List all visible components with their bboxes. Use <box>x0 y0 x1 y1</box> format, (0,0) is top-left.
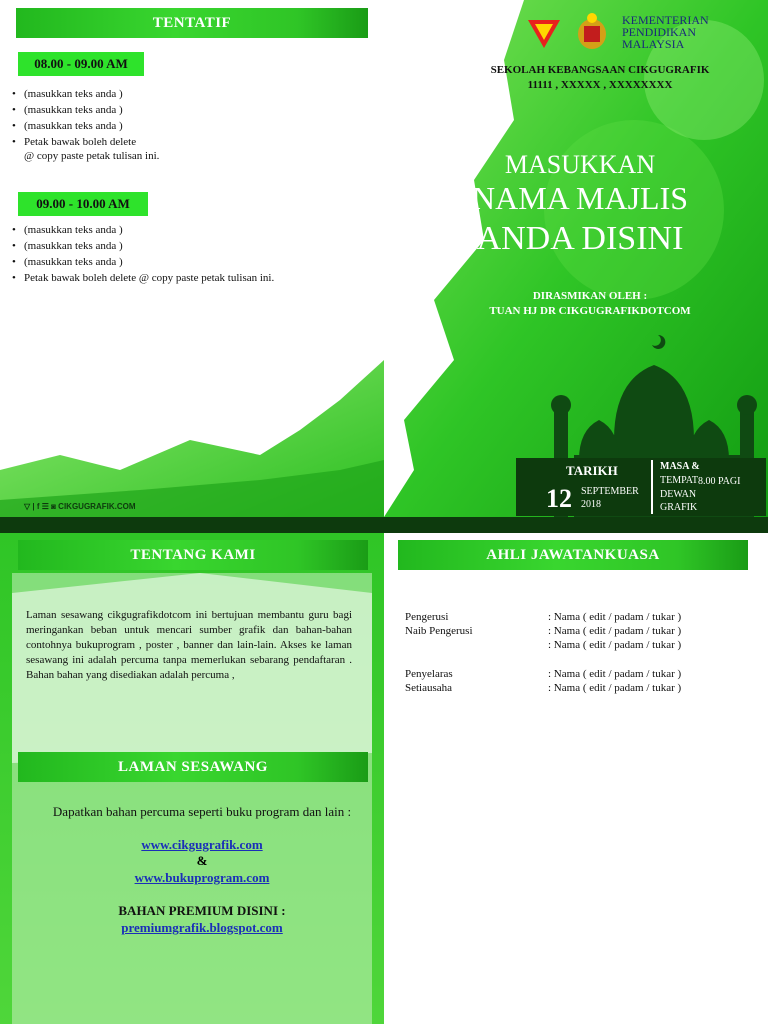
about-title: TENTANG KAMI <box>130 546 256 563</box>
date-day: 12 <box>546 484 572 513</box>
committee-role: Penyelaras <box>405 668 453 680</box>
list-item: • (masukkan teks anda ) <box>12 238 372 254</box>
cover-background <box>384 0 768 517</box>
venue-line-1: DEWAN <box>660 489 697 500</box>
website-title: LAMAN SESAWANG <box>118 758 268 775</box>
footer-brand: CIKGUGRAFIK.COM <box>58 502 136 511</box>
list-item: • (masukkan teks anda ) <box>12 254 372 270</box>
committee-name: : Nama ( edit / padam / tukar ) <box>548 639 682 651</box>
venue-line-2: GRAFIK <box>660 502 698 513</box>
committee-role: Naib Pengerusi <box>405 625 473 637</box>
list-item: • (masukkan teks anda ) <box>12 86 362 102</box>
premium-label: BAHAN PREMIUM DISINI : <box>118 903 286 918</box>
time-label: MASA & <box>660 461 700 472</box>
about-text: Laman sesawang cikgugrafikdotcom ini bertujuan membantu guru bagi meringankan beban untuk mencari sumber grafik dan bahan-bahan contohnya bukuprogram , poster , banner dan lain-lain. Akses ke laman sesawang ini adalah percuma tanpa memerlukan sebarang pendaftaran . Bahan bahan yang disediakan adalah percuma , <box>26 609 352 681</box>
website-amp: & <box>196 853 208 868</box>
list-item: • (masukkan teks anda ) <box>12 222 372 238</box>
website-banner <box>18 752 368 782</box>
list-item: • (masukkan teks anda ) <box>12 102 362 118</box>
school-logo <box>526 16 562 50</box>
date-month: SEPTEMBER <box>581 486 639 497</box>
list-item: • (masukkan teks anda ) <box>12 118 362 134</box>
committee-role: Pengerusi <box>405 611 449 623</box>
website-link-2[interactable]: www.bukuprogram.com <box>134 870 270 885</box>
committee-name: : Nama ( edit / padam / tukar ) <box>548 682 682 694</box>
officiated-by: TUAN HJ DR CIKGUGRAFIKDOTCOM <box>489 305 691 317</box>
date-label: TARIKH <box>566 463 618 478</box>
event-title-line-3: ANDA DISINI <box>476 220 684 257</box>
time-value: 8.00 PAGI <box>698 476 741 487</box>
about-banner <box>18 540 368 570</box>
premium-link[interactable]: premiumgrafik.blogspot.com <box>121 920 283 935</box>
green-splash-decoration <box>0 0 384 517</box>
school-name: SEKOLAH KEBANGSAAN CIKGUGRAFIK <box>490 64 710 76</box>
time-slot-1: 08.00 - 09.00 AM <box>18 52 144 76</box>
committee-banner <box>398 540 748 570</box>
list-item: • Petak bawak boleh delete <box>12 134 362 150</box>
social-icons: ▽ | f ☰ ◙ <box>24 502 59 511</box>
officiated-label: DIRASMIKAN OLEH : <box>532 290 648 302</box>
time-slot-2: 09.00 - 10.00 AM <box>18 192 148 216</box>
ministry-name: KEMENTERIAN PENDIDIKAN MALAYSIA <box>622 13 709 51</box>
event-title-line-2: NAMA MAJLIS <box>471 180 689 216</box>
committee-name: : Nama ( edit / padam / tukar ) <box>548 611 682 623</box>
tentatif-title: TENTATIF <box>152 14 232 31</box>
committee-title: AHLI JAWATANKUASA <box>486 546 660 563</box>
committee-role: Setiausaha <box>405 682 453 694</box>
social-footer <box>24 502 136 511</box>
date-year: 2018 <box>581 499 601 510</box>
committee-name: : Nama ( edit / padam / tukar ) <box>548 625 682 637</box>
slot-1-extra: @ copy paste petak tulisan ini. <box>24 150 160 162</box>
place-label: TEMPAT <box>660 475 698 486</box>
committee-name: : Nama ( edit / padam / tukar ) <box>548 668 682 680</box>
list-item: • Petak bawak boleh delete @ copy paste petak tulisan ini. <box>12 270 372 286</box>
website-link-1[interactable]: www.cikgugrafik.com <box>141 837 263 852</box>
date-divider <box>651 460 653 514</box>
premium-link-wrap <box>52 920 352 936</box>
event-title-line-1: MASUKKAN <box>504 150 656 179</box>
school-address: 11111 , XXXXX , XXXXXXXX <box>527 79 673 91</box>
website-link-2-wrap <box>52 870 352 886</box>
website-link-1-wrap <box>52 837 352 853</box>
website-intro: Dapatkan bahan percuma seperti buku program dan lain : <box>52 804 352 819</box>
ministry-crest-icon <box>568 12 616 54</box>
cover-panel <box>384 0 768 517</box>
fold-strip <box>0 517 768 533</box>
